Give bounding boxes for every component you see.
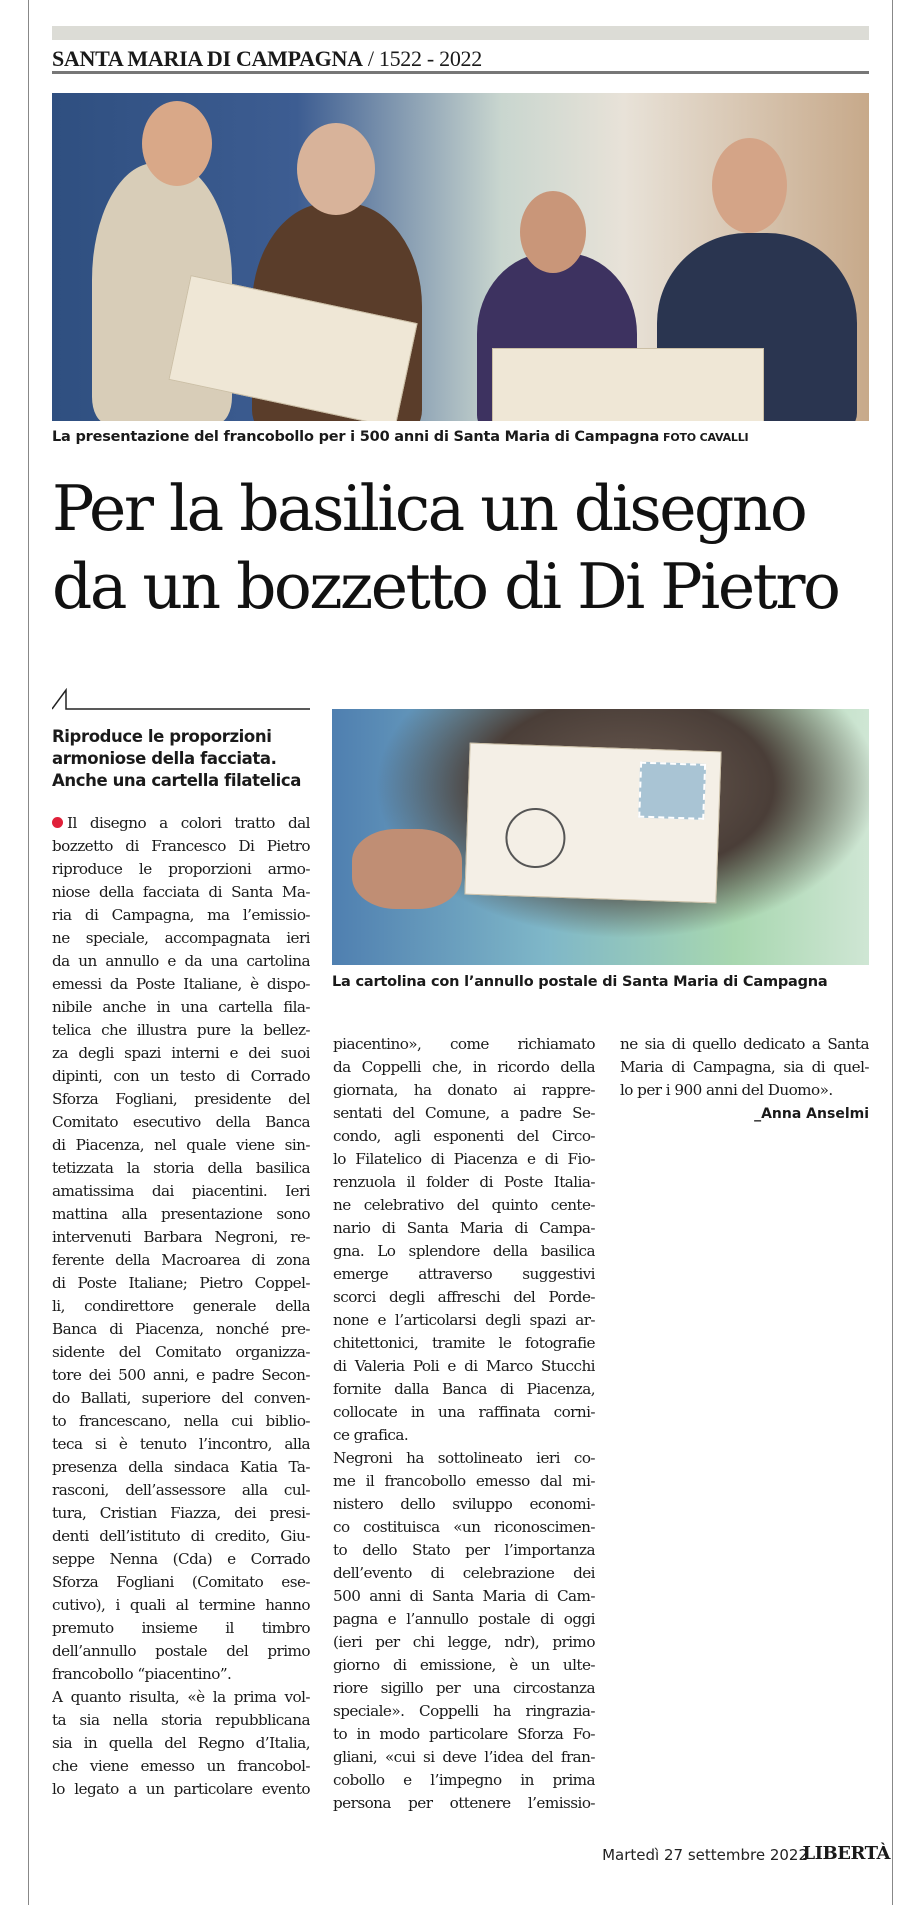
article-line: ce grafica. [333, 1426, 409, 1444]
article-line: sia in quella del Regno d’Italia, [52, 1734, 310, 1752]
article-line: collocate in una raffinata corni- [333, 1403, 595, 1421]
article-line: seppe Nenna (Cda) e Corrado [52, 1550, 310, 1568]
section-title: SANTA MARIA DI CAMPAGNA [52, 46, 363, 71]
section-bar [52, 26, 869, 40]
article-line: tura, Cristian Fiazza, dei presi- [52, 1504, 310, 1522]
article-line: za degli spazi interni e dei suoi [52, 1044, 310, 1062]
person-1-head [142, 101, 212, 186]
issue-date: Martedì 27 settembre 2022 [602, 1846, 808, 1864]
article-line: emerge attraverso suggestivi [333, 1265, 595, 1283]
page-border-left [28, 0, 29, 1905]
article-line: scorci degli affreschi del Porde- [333, 1288, 595, 1306]
presentation-photo [52, 93, 869, 421]
article-line: cobollo e l’impegno in prima [333, 1771, 595, 1789]
article-line: telica che illustra pure la bellez- [52, 1021, 310, 1039]
article-line: bozzetto di Francesco Di Pietro [52, 837, 310, 855]
article-line: gna. Lo splendore della basilica [333, 1242, 595, 1260]
article-line: 500 anni di Santa Maria di Cam- [333, 1587, 595, 1605]
subhead-line: armoniose della facciata. [52, 749, 277, 768]
article-line: giornata, ha donato ai rappre- [333, 1081, 595, 1099]
article-line: cutivo), i quali al termine hanno [52, 1596, 310, 1614]
article-line: Sforza Fogliani (Comitato ese- [52, 1573, 310, 1591]
article-line: ta sia nella storia repubblicana [52, 1711, 310, 1729]
article-line: francobollo “piacentino”. [52, 1665, 232, 1683]
article-line: ria di Campagna, ma l’emissio- [52, 906, 310, 924]
subhead-line: Riproduce le proporzioni [52, 727, 272, 746]
subheadline [52, 726, 312, 792]
article-line: giorno di emissione, è un ulte- [333, 1656, 595, 1674]
photo-credit: FOTO CAVALLI [663, 431, 749, 444]
section-kicker [52, 46, 482, 72]
author-byline: _Anna Anselmi [754, 1106, 869, 1122]
article-line: presenza della sindaca Katia Ta- [52, 1458, 310, 1476]
article-line: Banca di Piacenza, nonché pre- [52, 1320, 310, 1338]
article-line: none e l’articolarsi degli spazi ar- [333, 1311, 595, 1329]
article-line: li, condirettore generale della [52, 1297, 310, 1315]
article-line: co costituisca «un riconoscimen- [333, 1518, 595, 1536]
article-line: amatissima dai piacentini. Ieri [52, 1182, 310, 1200]
article-line: dell’annullo postale del primo [52, 1642, 310, 1660]
headline-line: Per la basilica un disegno [52, 472, 806, 545]
page-border-right [892, 0, 893, 1905]
article-line: rasconi, dell’assessore alla cul- [52, 1481, 310, 1499]
article-line: chitettonici, tramite le fotografie [333, 1334, 595, 1352]
subhead-line: Anche una cartella filatelica [52, 771, 302, 790]
article-line: denti dell’istituto di credito, Giu- [52, 1527, 310, 1545]
article-line: mattina alla presentazione sono [52, 1205, 310, 1223]
article-line: di Piacenza, nel quale viene sin- [52, 1136, 310, 1154]
article-line: lo per i 900 anni del Duomo». [620, 1081, 833, 1099]
article-line: ne speciale, accompagnata ieri [52, 929, 310, 947]
article-line: nario di Santa Maria di Campa- [333, 1219, 595, 1237]
postcard [464, 743, 721, 904]
article-line: piacentino», come richiamato [333, 1035, 595, 1053]
article-column-3 [620, 1033, 869, 1102]
subhead-rule [52, 688, 312, 710]
article-line-text: Il disegno a colori tratto dal [67, 814, 310, 832]
article-line: condo, agli esponenti del Circo- [333, 1127, 595, 1145]
article-line: sidente del Comitato organizza- [52, 1343, 310, 1361]
article-line: to francescano, nella cui biblio- [52, 1412, 310, 1430]
article-line: to in modo particolare Sforza Fo- [333, 1725, 595, 1743]
article-line: speciale». Coppelli ha ringrazia- [333, 1702, 595, 1720]
headline [52, 470, 882, 626]
article-line: Sforza Fogliani, presidente del [52, 1090, 310, 1108]
photo2-caption: La cartolina con l’annullo postale di Santa Maria di Campagna [332, 974, 828, 990]
article-line: da un annullo e da una cartolina [52, 952, 310, 970]
section-years: / 1522 - 2022 [367, 46, 482, 71]
article-line: Comitato esecutivo della Banca [52, 1113, 310, 1131]
article-line: me il francobollo emesso dal mi- [333, 1472, 595, 1490]
newspaper-logo: LIBERTÀ [802, 1843, 890, 1864]
article-line: dell’evento di celebrazione dei [333, 1564, 595, 1582]
article-line: riproduce le proporzioni armo- [52, 860, 310, 878]
article-line: persona per ottenere l’emissio- [333, 1794, 595, 1812]
article-line: lo legato a un particolare evento [52, 1780, 310, 1798]
stamp-icon [638, 762, 706, 820]
article-line: Maria di Campagna, sia di quel- [620, 1058, 869, 1076]
article-line: to dello Stato per l’importanza [333, 1541, 595, 1559]
article-line: pagna e l’annullo postale di oggi [333, 1610, 595, 1628]
article-line: che viene emesso un francobol- [52, 1757, 310, 1775]
article-column-2 [333, 1033, 595, 1815]
article-line: A quanto risulta, «è la prima vol- [52, 1688, 310, 1706]
headline-line: da un bozzetto di Di Pietro [52, 550, 839, 623]
stamp-sheet [492, 348, 764, 421]
article-line: premuto insieme il timbro [52, 1619, 310, 1637]
article-line: di Valeria Poli e di Marco Stucchi [333, 1357, 595, 1375]
article-line: gliani, «cui si deve l’idea del fran- [333, 1748, 595, 1766]
article-line: riore sigillo per una circostanza [333, 1679, 595, 1697]
kicker-rule [52, 71, 869, 74]
article-line: lo Filatelico di Piacenza e di Fio- [333, 1150, 595, 1168]
article-line: niose della facciata di Santa Ma- [52, 883, 310, 901]
article-line: ne celebrativo del quinto cente- [333, 1196, 595, 1214]
article-line: emessi da Poste Italiane, è dispo- [52, 975, 310, 993]
article-line: tore dei 500 anni, e padre Secon- [52, 1366, 310, 1384]
article-line: dipinti, con un testo di Corrado [52, 1067, 310, 1085]
article-line [52, 812, 310, 835]
postmark-icon [504, 807, 566, 869]
postcard-photo [332, 709, 869, 965]
photo1-caption [52, 429, 748, 445]
article-line: ferente della Macroarea di zona [52, 1251, 310, 1269]
article-line: ne sia di quello dedicato a Santa [620, 1035, 869, 1053]
hand [352, 829, 462, 909]
article-line: nibile anche in una cartella fila- [52, 998, 310, 1016]
article-line: di Poste Italiane; Pietro Coppel- [52, 1274, 310, 1292]
article-line: (ieri per chi legge, ndr), primo [333, 1633, 595, 1651]
bullet-icon [52, 817, 63, 828]
article-line: tetizzata la storia della basilica [52, 1159, 310, 1177]
article-line: renzuola il folder di Poste Italia- [333, 1173, 595, 1191]
article-line: do Ballati, superiore del conven- [52, 1389, 310, 1407]
article-line: teca si è tenuto l’incontro, alla [52, 1435, 310, 1453]
person-4-head [712, 138, 787, 233]
person-2-head [297, 123, 375, 215]
article-line: fornite dalla Banca di Piacenza, [333, 1380, 595, 1398]
article-line: intervenuti Barbara Negroni, re- [52, 1228, 310, 1246]
article-line: da Coppelli che, in ricordo della [333, 1058, 595, 1076]
caption-text: La presentazione del francobollo per i 500 anni di Santa Maria di Campagna [52, 429, 660, 445]
article-line: sentati del Comune, a padre Se- [333, 1104, 595, 1122]
article-line: Negroni ha sottolineato ieri co- [333, 1449, 595, 1467]
article-line: nistero dello sviluppo economi- [333, 1495, 595, 1513]
article-column-1 [52, 812, 310, 1801]
person-3-head [520, 191, 586, 273]
